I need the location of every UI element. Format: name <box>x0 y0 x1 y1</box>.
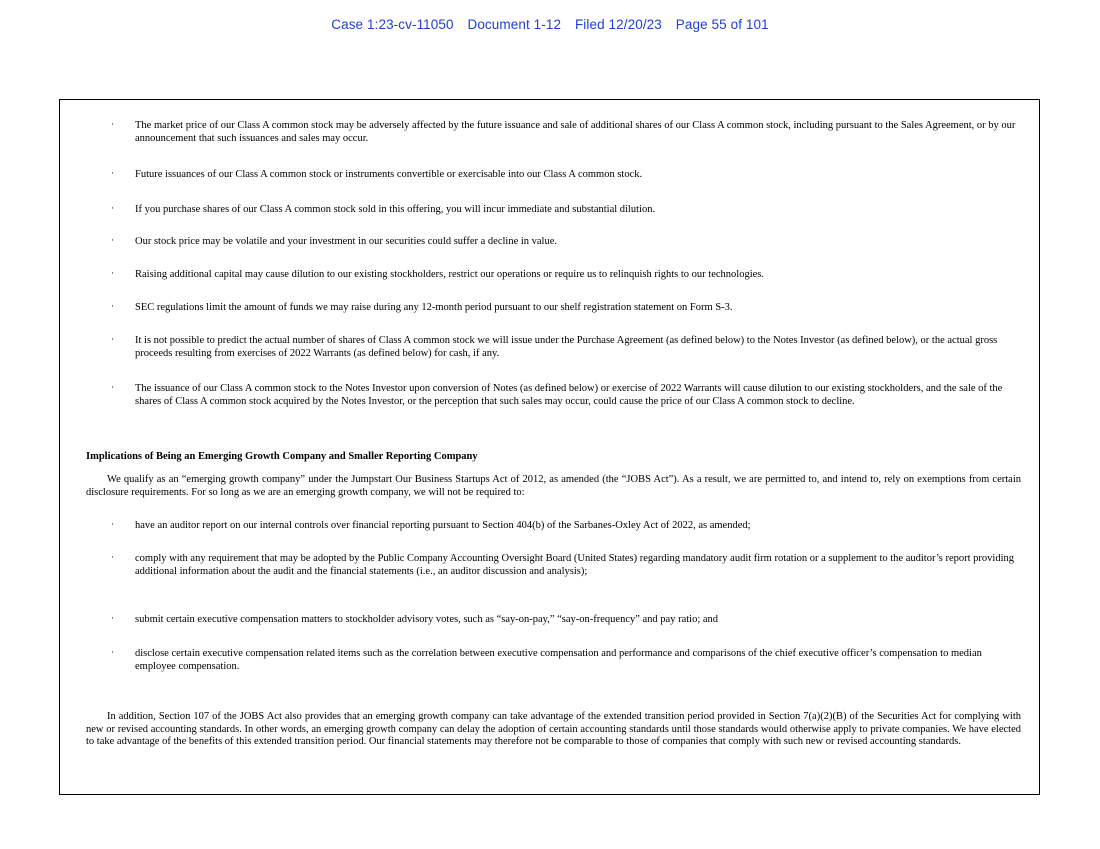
page-number: Page 55 of 101 <box>675 17 769 32</box>
risk-bullet-text: Raising additional capital may cause dilution to our existing stockholders, restrict our operations or require us to relinquish rights to our technologies. <box>135 269 764 280</box>
egc-bullet <box>60 520 1039 533</box>
case-number: Case 1:23-cv-11050 <box>331 17 454 32</box>
risk-bullet <box>60 169 1039 182</box>
bullet-glyph: · <box>111 382 114 392</box>
risk-bullet-text: The issuance of our Class A common stock to the Notes Investor upon conversion of Notes (as defined below) or exercise of 2022 Warrants will cause dilution to our existing stockholders, and the sale of the shares of Class A common stock acquired by the Notes Investor, or the perception that such sales may occur, could cause the price of our Class A common stock to decline. <box>135 383 1003 407</box>
bullet-glyph: · <box>111 334 114 344</box>
bullet-glyph: · <box>111 613 114 623</box>
egc-bullet <box>60 614 1039 627</box>
bullet-glyph: · <box>111 235 114 245</box>
filed-date: Filed 12/20/23 <box>574 17 662 32</box>
risk-bullet <box>60 236 1039 249</box>
document-number: Document 1-12 <box>467 17 562 32</box>
egc-bullet-text: have an auditor report on our internal controls over financial reporting pursuant to Section 404(b) of the Sarbanes-Oxley Act of 2022, as amended; <box>135 520 751 531</box>
egc-bullet-text: submit certain executive compensation matters to stockholder advisory votes, such as “say-on-pay,” “say-on-frequency” and pay ratio; and <box>135 614 719 625</box>
risk-bullet-text: SEC regulations limit the amount of funds we may raise during any 12-month period pursuant to our shelf registration statement on Form S-3. <box>135 302 733 313</box>
risk-bullet <box>60 383 1039 408</box>
bullet-glyph: · <box>111 119 114 129</box>
risk-bullet-text: The market price of our Class A common stock may be adversely affected by the future issuance and sale of additional shares of our Class A common stock, including pursuant to the Sales Agreement, or by our announcement that such issuances and sales may occur. <box>135 120 1016 144</box>
egc-bullet <box>60 648 1039 673</box>
case-header <box>0 17 1100 32</box>
risk-bullet-text: Our stock price may be volatile and your investment in our securities could suffer a decline in value. <box>135 236 558 247</box>
bullet-glyph: · <box>111 552 114 562</box>
risk-bullet <box>60 335 1039 360</box>
risk-bullet-text: Future issuances of our Class A common stock or instruments convertible or exercisable into our Class A common stock. <box>135 169 643 180</box>
egc-bullet-text: disclose certain executive compensation related items such as the correlation between executive compensation and performance and comparisons of the chief executive officer’s compensation to median employee compensation. <box>135 648 982 672</box>
egc-bullet <box>60 553 1039 578</box>
bullet-glyph: · <box>111 301 114 311</box>
risk-bullet <box>60 204 1039 217</box>
bullet-glyph: · <box>111 168 114 178</box>
risk-bullet-text: It is not possible to predict the actual number of shares of Class A common stock we will issue under the Purchase Agreement (as defined below) to the Notes Investor (as defined below), or the actual gross proceeds resulting from exercises of 2022 Warrants (as defined below) for cash, if any. <box>135 335 998 359</box>
closing-paragraph: In addition, Section 107 of the JOBS Act also provides that an emerging growth company can take advantage of the extended transition period provided in Section 7(a)(2)(B) of the Securities Act for complying with new or revised accounting standards. In other words, an emerging growth company can delay the adoption of certain accounting standards until those standards would otherwise apply to private companies. We have elected to take advantage of the benefits of this extended transition period. Our financial statements may therefore not be comparable to those of companies that comply with such new or revised accounting standards. <box>86 711 1021 747</box>
section-heading: Implications of Being an Emerging Growth Company and Smaller Reporting Company <box>86 451 478 462</box>
risk-bullet <box>60 269 1039 282</box>
bullet-glyph: · <box>111 268 114 278</box>
bullet-glyph: · <box>111 519 114 529</box>
risk-bullet-text: If you purchase shares of our Class A common stock sold in this offering, you will incur immediate and substantial dilution. <box>135 204 656 215</box>
intro-paragraph: We qualify as an “emerging growth company” under the Jumpstart Our Business Startups Act of 2012, as amended (the “JOBS Act”). As a result, we are permitted to, and intend to, rely on exemptions from certain disclosure requirements. For so long as we are an emerging growth company, we will not be required to: <box>86 474 1021 498</box>
risk-bullet <box>60 120 1039 145</box>
bullet-glyph: · <box>111 647 114 657</box>
egc-bullet-text: comply with any requirement that may be adopted by the Public Company Accounting Oversight Board (United States) regarding mandatory audit firm rotation or a supplement to the auditor’s report providing additional information about the audit and the financial statements (i.e., an auditor discussion and analysis); <box>135 553 1014 577</box>
bullet-glyph: · <box>111 203 114 213</box>
risk-bullet <box>60 302 1039 315</box>
document-page-frame <box>59 99 1040 795</box>
